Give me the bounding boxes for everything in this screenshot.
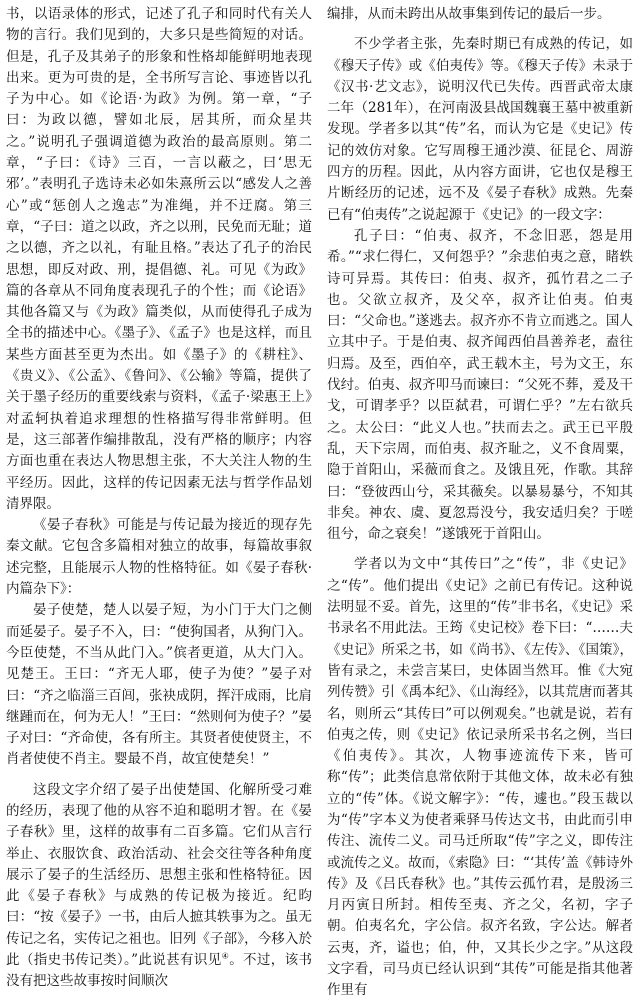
paragraph (6, 780, 312, 993)
paragraph: 《晏子春秋》可能是与传记最为接近的现存先秦文献。它包含多篇相对独立的故事，每篇故事叙述完整，且能展示人物的性格特征。如《晏子春秋·内篇杂下》： (6, 517, 312, 598)
spacer (6, 771, 312, 780)
spacer (327, 545, 633, 554)
quotation: 孔子曰：“伯夷、叔齐，不念旧恶，怨是用希。”“求仁得仁，又何怨乎？”余悲伯夷之意，睹轶诗可异焉。其传曰：伯夷、叔齐，孤竹君之二子也。父欲立叔齐，及父卒，叔齐让伯夷。伯夷曰：“父命也。”遂逃去。叔齐亦不肯立而逃之。国人立其中子。于是伯夷、叔齐闻西伯昌善养老，盍往归焉。及至，西伯卒，武王载木主，号为文王，东伐纣。伯夷、叔齐叩马而谏曰：“父死不葬，爰及干戈，可谓孝乎？以臣弑君，可谓仁乎？”左右欲兵之。太公曰：“此义人也。”扶而去之。武王已平殷乱，天下宗周，而伯夷、叔齐耻之，义不食周粟，隐于首阳山，采薇而食之。及饿且死，作歌。其辞曰：“登彼西山兮，采其薇矣。以暴易暴兮，不知其非矣。神农、虞、夏忽焉没兮，我安适归矣？于嗟徂兮，命之衰矣！”遂饿死于首阳山。 (327, 227, 633, 543)
right-column (327, 4, 633, 999)
footnote-marker: ④ (221, 951, 230, 961)
paragraph: 编排，从而未跨出从故事集到传记的最后一步。 (327, 6, 611, 22)
paragraph: 学者以为文中“其传曰”之“传”，非《史记》之“传”。他们提出《史记》之前已有传记。这种说法明显不妥。首先，这里的“传”非书名，《史记》采书录名不用此法。王筠《史记校》卷下曰：“……夫《史记》所采之书，如《尚书》、《左传》、《国策》，皆有录之，未尝言某曰，史体固当然耳。惟《大宛列传赞》引《禹本纪》、《山海经》，以其荒唐而著其名，则所云“其传曰”可以例观矣。”也就是说，若有伯夷之传，则《史记》依记录所采书名之例，当曰《伯夷传》。其次，人物事迹流传下来，皆可称“传”；此类信息常依附于其他文体，故未必有独立的“传”体。《说文解字》：“传，遽也。”段玉裁以为“传”字本义为使者乘驿马传达文书，由此而引申传注、流传二义。司马迁所取“传”字之义，即传注或流传之义。故而，《索隐》曰：“‘其传’盖《韩诗外传》及《吕氏春秋》也。”其传云孤竹君，是殷汤三月丙寅日所封。相传至夷、齐之父，名初，字子朝。伯夷名允，字公信。叔齐名致，字公达。解者云夷，齐，谥也；伯，仲，又其长少之字。”从这段文字看，司马贞已经认识到“其传”可能是指其他著作里有 (327, 556, 633, 999)
paragraph-text: 这段文字介绍了晏子出使楚国、化解所受刁难的经历，表现了他的从容不迫和聪明才智。在《晏子春秋》里，这样的故事有二百多篇。它们从言行举止、衣服饮食、政治活动、社会交往等各种角度展示了晏子的生活经历、思想主张和性格特征。因此《晏子春秋》与成熟的传记极为接近。纪昀曰：“按《晏子》一书，由后人摭其轶事为之。虽无传记之名，实传记之祖也。旧列《子部》，今移入於此（指史书传记类）。”此说甚有识见 (6, 781, 312, 969)
paragraph: 不少学者主张，先秦时期已有成熟的传记，如《穆天子传》或《伯夷传》等。《穆天子传》未录于《汉书·艺文志》，说明汉代已失传。西晋武帝太康二年（281年），在河南汲县战国魏襄王墓中被重新发现。学者多以其“传”名，而认为它是《史记》传记的效仿对象。它写周穆王通沙漠、征昆仑、周游四方的历程。因此，从内容方面讲，它也仅是穆王片断经历的记述，远不及《晏子春秋》成熟。先秦已有“伯夷传”之说起源于《史记》的一段文字： (327, 36, 633, 223)
quotation: 晏子使楚，楚人以晏子短，为小门于大门之侧而延晏子。晏子不入，曰：“使狗国者，从狗门入。今臣使楚，不当从此门入。”傧者更道，从大门入。见楚王。王曰：“齐无人耶，使子为使？”晏子对曰：“齐之临淄三百闾，张袂成阴，挥汗成雨，比肩继踵而在，何为无人！”王曰：“然则何为使子？”晏子对曰：“齐命使，各有所主。其贤者使使贤主，不肖者使使不肖主。婴最不肖，故宜使楚矣！” (6, 602, 312, 768)
paragraph-text-tail: 。不过，该书没有把这些故事按时间顺次 (6, 952, 313, 990)
paragraph: 书，以语录体的形式，记述了孔子和同时代有关人物的言行。我们见到的，大多只是些简短的对话。但是，孔子及其弟子的形象和性格却能鲜明地表现出来。更为可贵的是，全书所写言论、事迹皆以孔子为中心。如《论语·为政》为例。第一章，“子曰：为政以德，譬如北辰，居其所，而众星共之。”说明孔子强调道德为政治的最高原则。第二章，“子曰：《诗》三百，一言以蔽之，曰‘思无邪’。”表明孔子选诗未必如朱熹所云以“感发人之善心”或“惩创人之逸志”为准绳，并不迂腐。第三章，“子曰：道之以政，齐之以刑，民免而无耻；道之以德，齐之以礼，有耻且格。”表达了孔子的治民思想，即反对政、刑，提倡德、礼。可见《为政》篇的各章从不同角度表现孔子的个性；而《论语》其他各篇又与《为政》篇类似，从而使得孔子成为全书的描述中心。《墨子》、《孟子》也是这样，而且某些方面甚至更为杰出。如《墨子》的《耕柱》、《贵义》、《公孟》、《鲁问》、《公输》等篇，提供了关于墨子经历的重要线索与资料，《孟子·梁惠王上》对孟轲执着追求理想的性格描写得非常鲜明。但是，这三部著作编排散乱，没有严格的顺序；内容方面也重在表达人物思想主张，不大关注人物的生平经历。因此，这样的传记因素无法与哲学作品划清界限。 (6, 6, 312, 512)
spacer (327, 25, 633, 34)
left-column (6, 4, 313, 990)
